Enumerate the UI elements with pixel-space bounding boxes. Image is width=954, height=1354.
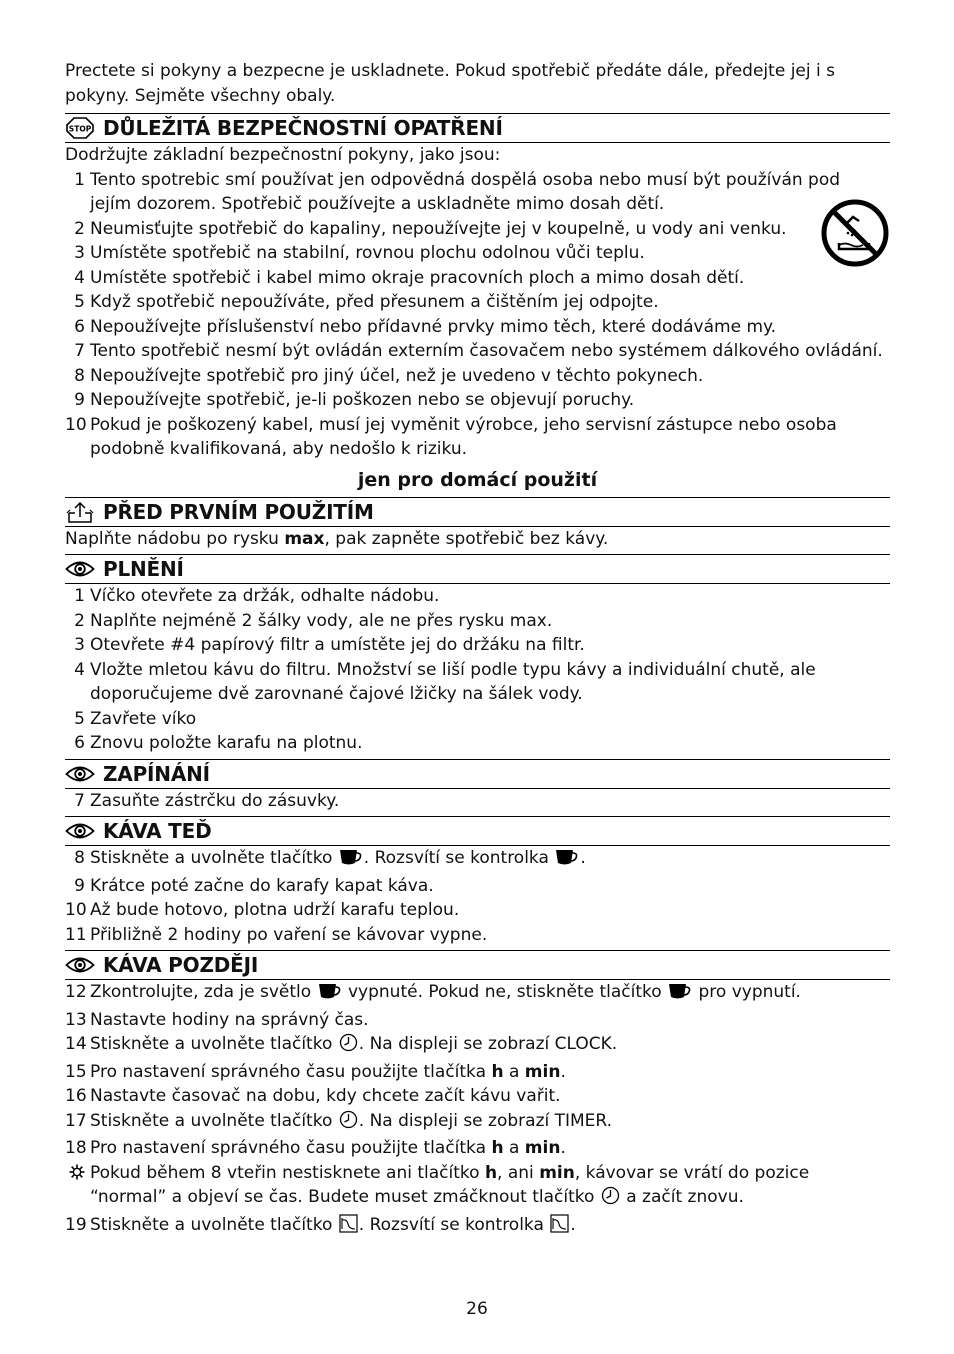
item-number: 10	[65, 414, 87, 435]
item-text: Až bude hotovo, plotna udrží karafu teplou.	[90, 900, 460, 920]
item-number: 1	[74, 169, 85, 190]
item-number: 3	[74, 635, 85, 655]
list-item	[65, 658, 890, 707]
note-item: Pokud během 8 vteřin nestisknete ani tlačítko h, ani min, kávovar se vrátí do pozice “normal” a objeví se čas. Budete muset zmáčknout tlačítko a začít znovu.	[65, 1161, 890, 1213]
list-item	[65, 633, 890, 658]
eye-icon	[65, 954, 95, 976]
item-number: 9	[74, 390, 85, 410]
item-text: Umístěte spotřebič na stabilní, rovnou plochu odolnou vůči teplu.	[90, 243, 645, 263]
item-number: 4	[74, 659, 85, 680]
first-use-text: Naplňte nádobu po rysku max, pak zapněte spotřebič bez kávy.	[65, 528, 609, 549]
section-title: KÁVA POZDĚJI	[103, 953, 259, 977]
list-item	[65, 584, 890, 609]
item-text: Tento spotrebic smí používat jen odpovědná dospělá osoba nebo musí být používán pod jejím dozorem. Spotřebič používejte a uskladněte mimo dosah dětí.	[90, 169, 841, 214]
item-number: 1	[74, 586, 85, 606]
svg-text:STOP: STOP	[68, 124, 92, 134]
unpack-icon	[65, 501, 95, 523]
list-item	[65, 339, 890, 364]
list-item	[65, 241, 890, 266]
item-number: 9	[74, 875, 85, 896]
list-item: 8 Stiskněte a uvolněte tlačítko . Rozsvítí se kontrolka .	[65, 846, 890, 874]
safety-list	[65, 168, 890, 462]
list-item	[65, 923, 890, 948]
item-number: 2	[74, 610, 85, 631]
list-item	[65, 290, 890, 315]
item-text: Nepoužívejte spotřebič, je-li poškozen nebo se objevují poruchy.	[90, 390, 635, 410]
timer-icon	[550, 1214, 569, 1241]
eye-icon	[65, 763, 95, 785]
sun-icon	[65, 1161, 85, 1213]
cup-icon	[318, 982, 342, 1008]
section-header-safety	[65, 113, 890, 143]
item-text: Znovu položte karafu na plotnu.	[90, 733, 363, 753]
item-number: 3	[74, 243, 85, 263]
item-text: Přibližně 2 hodiny po vaření se kávovar vypne.	[90, 924, 488, 945]
section-header-switch-on	[65, 759, 890, 789]
item-number: 10	[65, 900, 87, 920]
list-item	[65, 364, 890, 389]
item-number: 6	[74, 316, 85, 337]
item-text: Neumisťujte spotřebič do kapaliny, nepoužívejte jej v koupelně, u vody ani venku.	[90, 218, 787, 239]
list-item	[65, 217, 890, 242]
item-number: 7	[74, 790, 85, 811]
no-water-icon	[821, 199, 889, 267]
list-item: 12 Zkontrolujte, zda je světlo vypnuté. Pokud ne, stiskněte tlačítko pro vypnutí.	[65, 980, 890, 1008]
item-text: Nepoužívejte příslušenství nebo přídavné prvky mimo těch, které dodáváme my.	[90, 316, 777, 337]
list-item	[65, 731, 890, 756]
item-number: 4	[74, 267, 85, 288]
list-item	[65, 413, 890, 462]
section-title: DŮLEŽITÁ BEZPEČNOSTNÍ OPATŘENÍ	[103, 116, 503, 140]
item-number: 5	[74, 708, 85, 729]
item-text: Zavřete víko	[90, 708, 197, 729]
list-item	[65, 266, 890, 291]
item-text: Zasuňte zástrčku do zásuvky.	[90, 790, 340, 811]
list-item	[65, 789, 890, 814]
clock-icon	[601, 1186, 620, 1213]
item-text: Nepoužívejte spotřebič pro jiný účel, než je uvedeno v těchto pokynech.	[90, 365, 704, 386]
clock-icon	[339, 1110, 358, 1137]
page-number: 26	[466, 1299, 488, 1319]
item-text: Umístěte spotřebič i kabel mimo okraje pracovních ploch a mimo dosah dětí.	[90, 267, 745, 288]
list-item: 19 Stiskněte a uvolněte tlačítko . Rozsvítí se kontrolka .	[65, 1213, 890, 1241]
section-title: PŘED PRVNÍM POUŽITÍM	[103, 499, 374, 524]
item-number: 11	[65, 924, 87, 945]
section-header-filling	[65, 554, 890, 584]
item-text: Otevřete #4 papírový filtr a umístěte jej do držáku na filtr.	[90, 635, 585, 655]
list-item	[65, 707, 890, 732]
cup-icon	[555, 848, 579, 874]
clock-icon	[339, 1033, 358, 1060]
item-text: Když spotřebič nepoužíváte, před přesunem a čištěním jej odpojte.	[90, 292, 659, 312]
eye-icon	[65, 558, 95, 580]
stop-icon	[65, 117, 95, 139]
list-item: 18 Pro nastavení správného času použijte tlačítka h a min.	[65, 1138, 566, 1158]
item-text: Naplňte nejméně 2 šálky vody, ale ne přes rysku max.	[90, 610, 553, 631]
item-number: 7	[74, 341, 85, 361]
item-text: Vložte mletou kávu do filtru. Množství se liší podle typu kávy a individuální chutě, ale doporučujeme dvě zarovnané čajové lžičky na šálek vody.	[90, 659, 816, 704]
section-title: KÁVA TEĎ	[103, 819, 212, 843]
list-item	[65, 315, 890, 340]
item-number: 6	[74, 733, 85, 753]
cup-icon	[339, 848, 363, 874]
list-item	[65, 609, 890, 634]
item-text: Krátce poté začne do karafy kapat káva.	[90, 875, 434, 896]
page-content	[65, 59, 890, 1240]
coffee-now-list	[65, 874, 890, 948]
item-number: 5	[74, 292, 85, 312]
list-item	[65, 874, 890, 899]
item-text: Tento spotřebič nesmí být ovládán externím časovačem nebo systémem dálkového ovládání.	[90, 341, 883, 361]
list-item	[65, 898, 890, 923]
intro-text: Prectete si pokyny a bezpecne je uskladnete. Pokud spotřebič předáte dále, předejte jej i s pokyny. Sejměte všechny obaly.	[65, 61, 835, 106]
section-header-first-use	[65, 497, 890, 527]
list-item: 14 Stiskněte a uvolněte tlačítko . Na displeji se zobrazí CLOCK.	[65, 1032, 890, 1060]
list-item: 16 Nastavte časovač na dobu, kdy chcete začít kávu vařit.	[65, 1086, 561, 1106]
section-title: ZAPÍNÁNÍ	[103, 761, 210, 786]
switch-on-list	[65, 789, 890, 814]
domestic-use-note: jen pro domácí použití	[357, 468, 598, 491]
eye-icon	[65, 820, 95, 842]
item-text: Víčko otevřete za držák, odhalte nádobu.	[90, 586, 440, 606]
list-item: 15 Pro nastavení správného času použijte tlačítka h a min.	[65, 1061, 566, 1082]
section-header-coffee-now	[65, 816, 890, 846]
item-text: Pokud je poškozený kabel, musí jej vyměnit výrobce, jeho servisní zástupce nebo osoba podobně kvalifikovaná, aby nedošlo k riziku.	[90, 414, 837, 459]
section-header-coffee-later	[65, 950, 890, 980]
item-number: 8	[74, 365, 85, 386]
list-item: 17 Stiskněte a uvolněte tlačítko . Na displeji se zobrazí TIMER.	[65, 1109, 890, 1137]
item-number: 2	[74, 218, 85, 239]
section-title: PLNĚNÍ	[103, 557, 184, 581]
list-item: 13 Nastavte hodiny na správný čas.	[65, 1009, 369, 1030]
filling-list	[65, 584, 890, 756]
timer-icon	[339, 1214, 358, 1241]
list-item	[65, 388, 890, 413]
safety-lead: Dodržujte základní bezpečnostní pokyny, jako jsou:	[65, 145, 501, 165]
list-item	[65, 168, 890, 217]
cup-icon	[668, 982, 692, 1008]
